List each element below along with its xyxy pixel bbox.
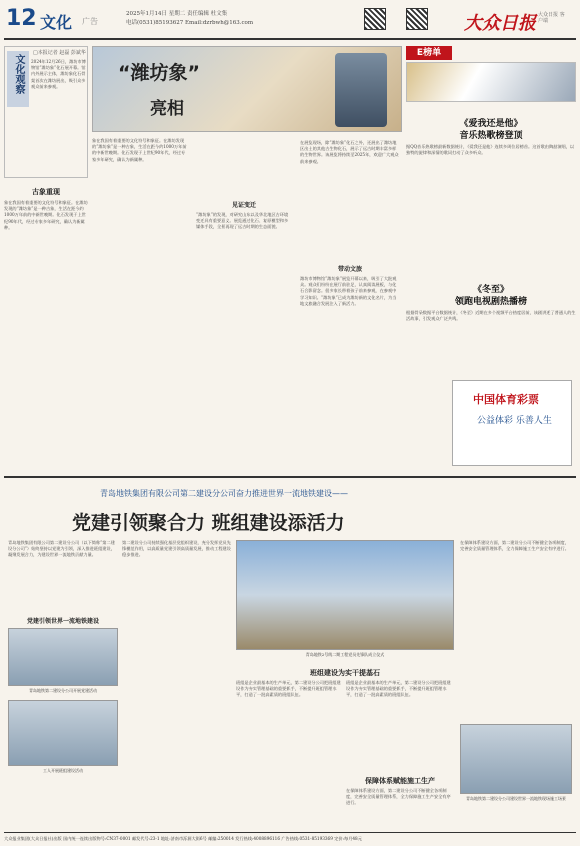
body-text: 班组是企业最基本的生产单元，第二建设分公司把班组建设作为夯实管理基础的重要抓手，不断提升班组管理水平，打造了一批高素质的班组队伍。	[346, 680, 451, 698]
contact-text: 电话(0531)85193627 Email:dzrbwh@163.com	[126, 20, 254, 26]
section-heading: 班组建设为实干提基石	[310, 669, 380, 677]
qr-code-icon	[364, 8, 386, 30]
lottery-title: 中国体育彩票	[473, 393, 539, 406]
body-text: 象在我国有着重要的文化符号和象征。在潍坊发现的“潍坊象”是一种古象，生活在距今约1000万年前的中新世晚期。化石发现于上世纪90年代，经过专家多年研究，确认为新属种。	[92, 138, 187, 162]
photo-left-1	[8, 628, 118, 686]
body-text: 在保障体系建设方面，第二建设分公司不断健全各项制度，完善安全质量管理体系，全力保障施工生产安全有序进行。	[460, 540, 569, 552]
body-text: 第二建设分公司持续强化基层党组织建设，充分发挥党员先锋模范作用，以高质量党建引领高质量发展，推动工程建设稳步推进。	[122, 540, 231, 558]
rank-label: E榜单	[406, 46, 452, 60]
rank-banner	[406, 62, 576, 102]
photo-caption: 工人开展班组建设活动	[43, 768, 83, 773]
page-number: 12	[6, 6, 37, 31]
bottom-headline: 党建引领聚合力 班组建设添活力	[72, 512, 345, 534]
bottom-column	[346, 788, 454, 824]
bottom-kicker: 青岛地铁集团有限公司第二建设分公司奋力推进世界一流地铁建设——	[100, 489, 348, 498]
rank-item-title: 《冬至》	[472, 285, 509, 295]
article-column	[300, 140, 400, 258]
bottom-divider	[4, 476, 576, 478]
body-text: “潍坊象”的发现，对研究山东以及华北地区古环境变迁具有重要意义。展览通过化石、复原模型和多媒体手段，全景再现了远古时期的生态面貌。	[196, 212, 289, 230]
body-text: 在展览现场，除“潍坊象”化石之外，还展出了潍坊地区出土的其他古生物化石，展示了远古时期丰富多样的生物世界。该展览将持续至2025年，欢迎广大观众前来参观。	[300, 140, 399, 164]
body-text: 据QQ音乐热歌榜最新数据统计，《爱我还是他》连续多周位居榜首。这首歌由陶喆演唱，以独特的旋律和深情的歌词打动了众多听众。	[406, 144, 575, 156]
section-heading: 见证变迁	[231, 202, 256, 209]
rank-item-subtitle: 领跑电视剧热播榜	[454, 297, 527, 307]
byline: □本报记者 赵磊 彭斌华	[33, 50, 86, 56]
body-text: 班组是企业最基本的生产单元，第二建设分公司把班组建设作为夯实管理基础的重要抓手，不断提升班组管理水平，打造了一批高素质的班组队伍。	[236, 680, 341, 698]
rank-item-body	[406, 310, 576, 376]
main-photo	[236, 540, 454, 650]
bottom-column	[8, 540, 118, 610]
section-heading: 带动文旅	[337, 266, 362, 273]
left-column	[4, 46, 88, 518]
rank-item-title: 《爱我还是他》	[459, 119, 523, 129]
feature-headline: “潍坊象”	[118, 62, 200, 84]
photo-right	[460, 724, 572, 794]
rank-item-body	[406, 144, 576, 264]
body-text: 根据骨朵数据平台数据统计，《冬至》近期在多个视频平台热度居前，该剧讲述了普通人的生活故事，引发观众广泛共鸣。	[406, 310, 576, 322]
bottom-column	[122, 540, 232, 820]
intro-text: 2024年12月26日，潍坊市博物馆“潍坊象”化石展开幕。馆内外展示主体，潍坊象化石骨架首次在潍坊展出，吸引众多观众前来参观。	[31, 59, 86, 89]
statue-figure	[335, 53, 387, 127]
article-section-1	[4, 184, 88, 231]
article-column	[196, 212, 292, 468]
photo-caption: 青岛地铁第二建设分公司开展党建活动	[29, 688, 97, 693]
section-body: 象在我国有着重要的文化符号和象征。在潍坊发现的“潍坊象”是一种古象，生活在距今约1000万年前的中新世晚期。化石发现于上世纪90年代，经过专家多年研究，确认为新属种。	[4, 200, 88, 230]
masthead	[4, 4, 576, 40]
newspaper-logo: 大众日报	[464, 13, 536, 34]
bottom-column	[460, 540, 572, 720]
bottom-column	[236, 680, 342, 820]
body-text: 在保障体系建设方面，第二建设分公司不断健全各项制度，完善安全质量管理体系，全力保障施工生产安全有序进行。	[346, 788, 451, 806]
bottom-column	[346, 680, 454, 770]
footer: 大众报业集团(大众日报社)出版 国内统一连续出版物号:CN37-0001 邮发代号:23-1 地址:济南市泺源大街6号 邮编:250014 发行热线:4008896116 广告热线:0531-85193369 定价:每月48元	[4, 832, 576, 844]
article-column	[300, 276, 400, 468]
section-heading: 古象重现	[32, 188, 60, 196]
column-box	[4, 46, 88, 178]
column-tag: 文化观察	[7, 51, 29, 107]
article-column	[92, 138, 188, 468]
date-text: 2025年1月14日 星期二 责任编辑 杜文集	[126, 11, 228, 17]
ad-mark: 广告	[82, 17, 98, 26]
qr-code-icon	[406, 8, 428, 30]
lottery-slogan: 公益体彩 乐善人生	[477, 416, 552, 426]
photo-left-2	[8, 700, 118, 766]
section-heading: 保障体系赋能施工生产	[365, 777, 435, 785]
section-title: 文化	[40, 13, 73, 32]
body-text: 潍坊市博物馆“潍坊象”展览开幕以来，吸引了大批观众。观众们纷纷在展厅前驻足，认真阅读展板，与化石合影留念。很多家长带着孩子前来参观，在参观中学习知识。“潍坊象”已成为潍坊新的文化名片，为当地文旅融合发展注入了新活力。	[300, 276, 397, 306]
body-text: 青岛地铁集团有限公司第二建设分公司（以下简称“第二建设分公司”）始终坚持以党建为引领，深入推进班组建设，凝聚发展合力，为建设世界一流地铁贡献力量。	[8, 540, 115, 558]
rank-item-subtitle: 音乐热歌榜登顶	[459, 131, 523, 141]
photo-caption: 青岛地铁第二建设分公司建设世界一流地铁现场施工场景	[466, 796, 566, 801]
logo-subtitle: 大众日报 客户端	[538, 12, 565, 24]
photo-caption: 青岛地铁2号线二期工程党员先锋队成立仪式	[305, 652, 385, 657]
lottery-ad	[452, 380, 572, 466]
feature-subheadline: 亮相	[150, 99, 184, 119]
date-line	[126, 10, 253, 28]
section-heading: 党建引领世界一流地铁建设	[26, 618, 99, 625]
